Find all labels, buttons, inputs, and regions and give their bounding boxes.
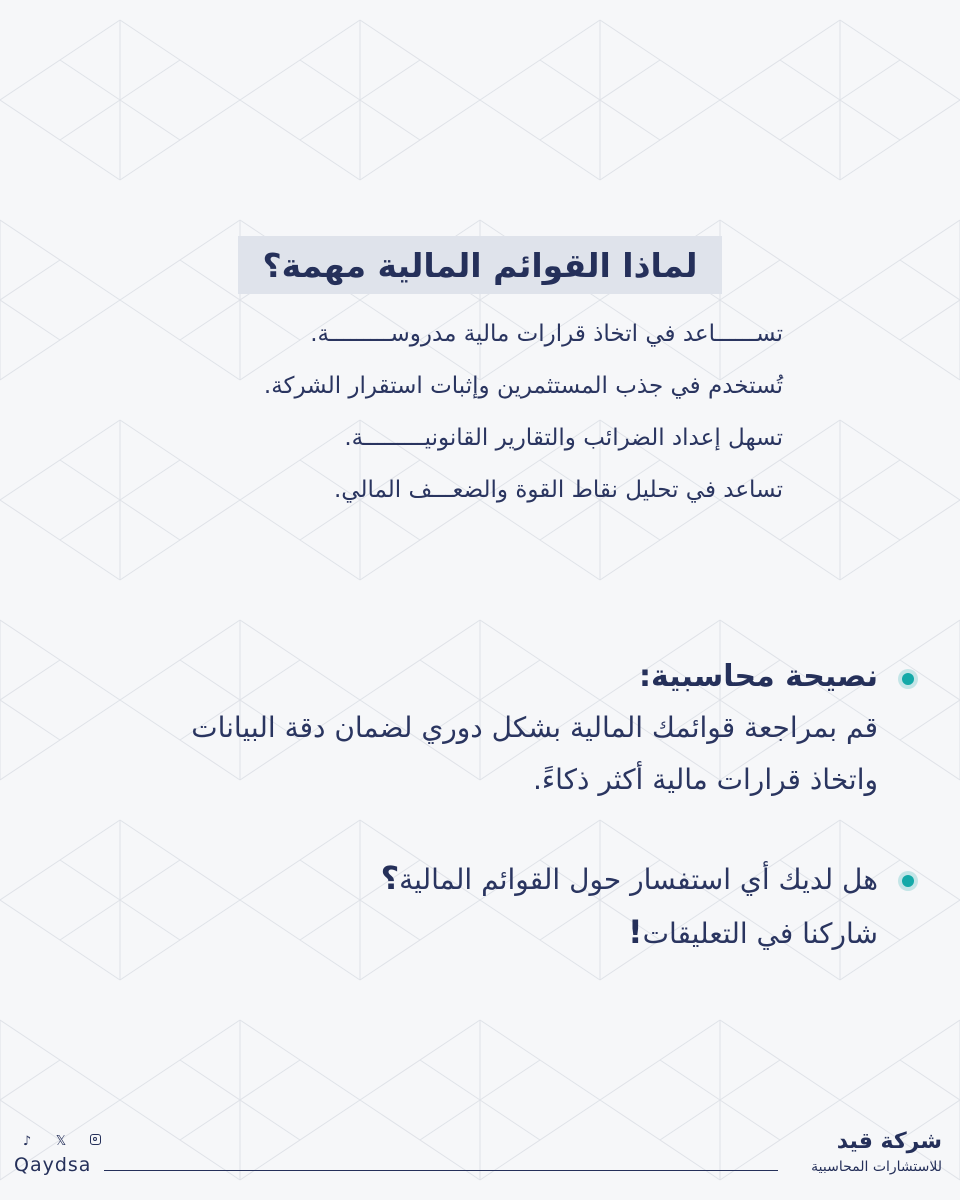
brand-logo xyxy=(811,1128,942,1178)
tiktok-icon[interactable]: ♪ xyxy=(22,1133,32,1149)
question-mark: ؟ xyxy=(380,859,400,897)
x-icon[interactable]: 𝕏 xyxy=(55,1133,67,1149)
social-handle: Qaydsa xyxy=(14,1154,92,1176)
tip-bullet-icon xyxy=(902,673,914,685)
question-line xyxy=(88,852,878,906)
comment-prompt-line xyxy=(88,906,878,960)
title-banner xyxy=(238,236,722,294)
brand-name: شركة قيد xyxy=(836,1129,942,1154)
instagram-icon[interactable] xyxy=(88,1134,102,1149)
comment-prompt-text: شاركنا في التعليقات xyxy=(642,917,878,950)
accounting-tip xyxy=(88,652,878,806)
question-text: هل لديك أي استفسار حول القوائم المالية xyxy=(399,863,878,896)
list-item: تساعد في تحليل نقاط القوة والضعـــف المالي. xyxy=(333,477,783,503)
social-icons xyxy=(20,1134,102,1149)
tip-body xyxy=(88,702,878,806)
reasons-list xyxy=(223,308,783,516)
question-bullet-icon xyxy=(902,875,914,887)
brand-subtitle: للاستشارات المحاسبية xyxy=(811,1159,942,1175)
tip-line: قم بمراجعة قوائمك المالية بشكل دوري لضمان دقة البيانات xyxy=(191,711,878,744)
question-block xyxy=(88,852,878,960)
list-item: تســــــاعد في اتخاذ قرارات مالية مدروســـــــــة. xyxy=(310,321,783,347)
list-item: تُستخدم في جذب المستثمرين وإثبات استقرار الشركة. xyxy=(263,373,783,399)
list-item: تسهل إعداد الضرائب والتقارير القانونيـــــــــة. xyxy=(344,425,783,451)
tip-heading: نصيحة محاسبية: xyxy=(639,659,878,694)
exclamation-mark: ! xyxy=(628,913,643,951)
tip-line: واتخاذ قرارات مالية أكثر ذكاءً. xyxy=(533,763,878,796)
footer-divider xyxy=(104,1170,778,1171)
page-title: لماذا القوائم المالية مهمة؟ xyxy=(262,245,698,285)
